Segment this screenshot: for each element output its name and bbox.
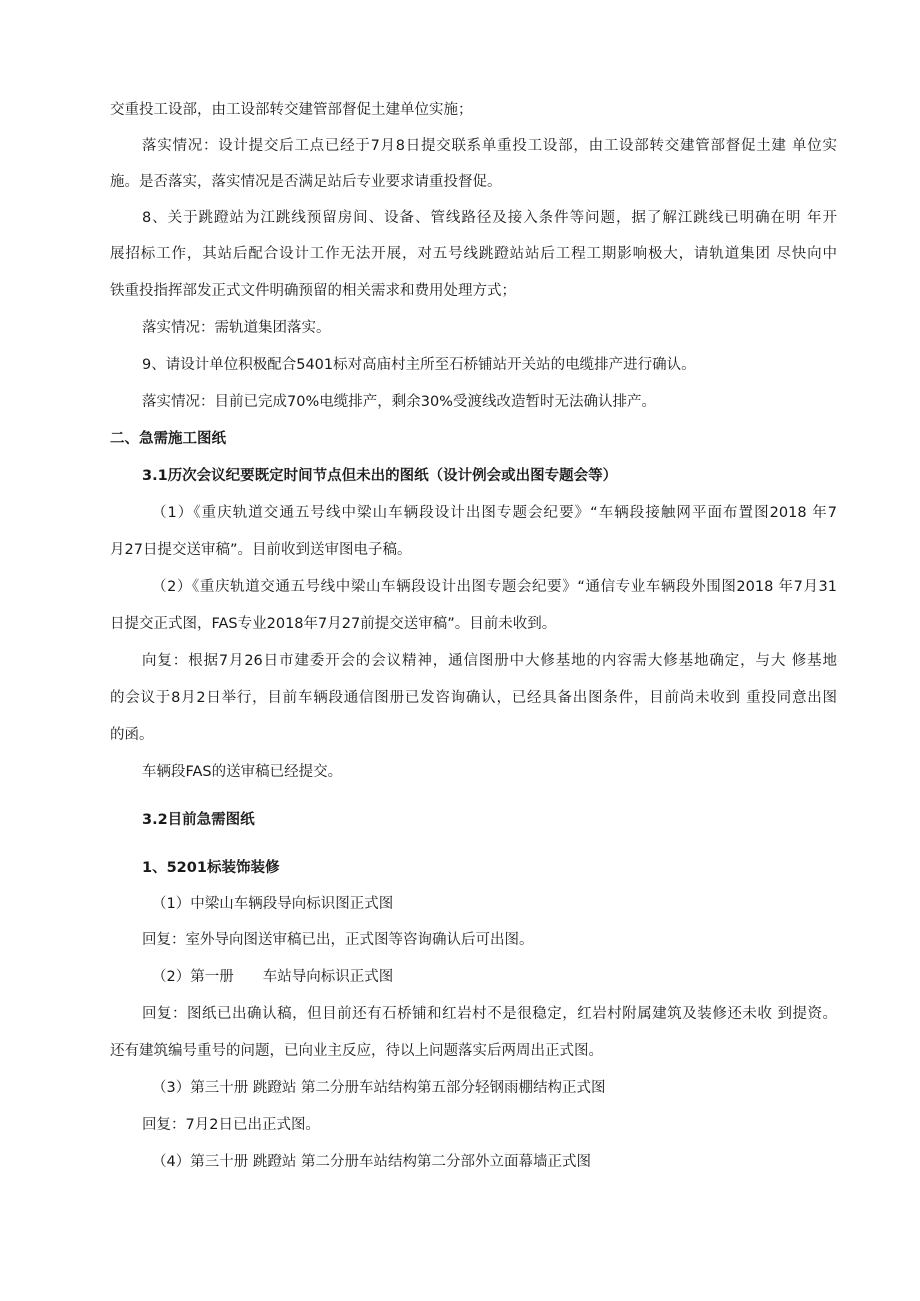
text-line-6: 铁重投指挥部发正式文件明确预留的相关需求和费用处理方式； <box>110 283 516 299</box>
text-line-25: 回复：图纸已出确认稿，但目前还有石桥铺和红岩村不是很稳定，红岩村附属建筑及装修还未收 到提资。 <box>142 1006 837 1022</box>
text-line-3: 施。是否落实，落实情况是否满足站后专业要求请重投督促。 <box>110 174 502 190</box>
text-line-1: 交重投工设部，由工设部转交建管部督促土建单位实施； <box>110 102 473 118</box>
text-line-24: （2）第一册 车站导向标识正式图 <box>152 969 394 985</box>
section-heading-2: 二、急需施工图纸 <box>110 431 226 447</box>
text-line-13: 月27日提交送审稿”。目前收到送审图电子稿。 <box>110 542 412 558</box>
text-line-9: 落实情况：目前已完成70%电缆排产，剩余30%受渡线改造暂时无法确认排产。 <box>142 394 656 410</box>
text-line-28: 回复：7月2日已出正式图。 <box>142 1117 320 1133</box>
subsection-heading-3-1: 3.1历次会议纪要既定时间节点但未出的图纸（设计例会或出图专题会等） <box>142 468 618 484</box>
text-line-23: 回复：室外导向图送审稿已出，正式图等咨询确认后可出图。 <box>142 932 534 948</box>
text-line-8: 9、请设计单位积极配合5401标对高庙村主所至石桥铺站开关站的电缆排产进行确认。 <box>142 357 696 373</box>
text-line-15: 日提交正式图，FAS专业2018年7月27前提交送审稿”。目前未收到。 <box>110 616 557 632</box>
text-line-27: （3）第三十册 跳蹬站 第二分册车站结构第五部分轻钢雨棚结构正式图 <box>152 1080 606 1096</box>
text-line-16: 向复：根据7月26日市建委开会的会议精神，通信图册中大修基地的内容需大修基地确定，与大 修基地 <box>142 653 837 669</box>
text-line-18: 的函。 <box>110 727 154 743</box>
text-line-19: 车辆段FAS的送审稿已经提交。 <box>142 764 343 780</box>
text-line-12: （1）《重庆轨道交通五号线中梁山车辆段设计出图专题会纪要》“车辆段接触网平面布置图2018 年7 <box>152 505 837 521</box>
text-line-22: （1）中梁山车辆段导向标识图正式图 <box>152 896 394 912</box>
text-line-2: 落实情况：设计提交后工点已经于7月8日提交联系单重投工设部，由工设部转交建管部督促土建 单位实 <box>142 138 837 154</box>
text-line-14: （2）《重庆轨道交通五号线中梁山车辆段设计出图专题会纪要》“通信专业车辆段外围图2018 年7月31 <box>152 579 837 595</box>
text-line-17: 的会议于8月2日举行，目前车辆段通信图册已发咨询确认，已经具备出图条件，目前尚未收到 重投同意出图 <box>110 690 837 706</box>
text-line-26: 还有建筑编号重号的问题，已向业主反应，待以上问题落实后两周出正式图。 <box>110 1043 603 1059</box>
item-heading-5201: 1、5201标装饰装修 <box>142 860 280 876</box>
text-line-4: 8、关于跳蹬站为江跳线预留房间、设备、管线路径及接入条件等问题，据了解江跳线已明确在明 年开 <box>142 210 837 226</box>
subsection-heading-3-2: 3.2目前急需图纸 <box>142 812 255 828</box>
text-line-29: （4）第三十册 跳蹬站 第二分册车站结构第二分部外立面幕墙正式图 <box>152 1154 591 1170</box>
text-line-7: 落实情况：需轨道集团落实。 <box>142 320 331 336</box>
text-line-5: 展招标工作，其站后配合设计工作无法开展，对五号线跳蹬站站后工程工期影响极大，请轨道集团 尽快向中 <box>110 246 837 262</box>
